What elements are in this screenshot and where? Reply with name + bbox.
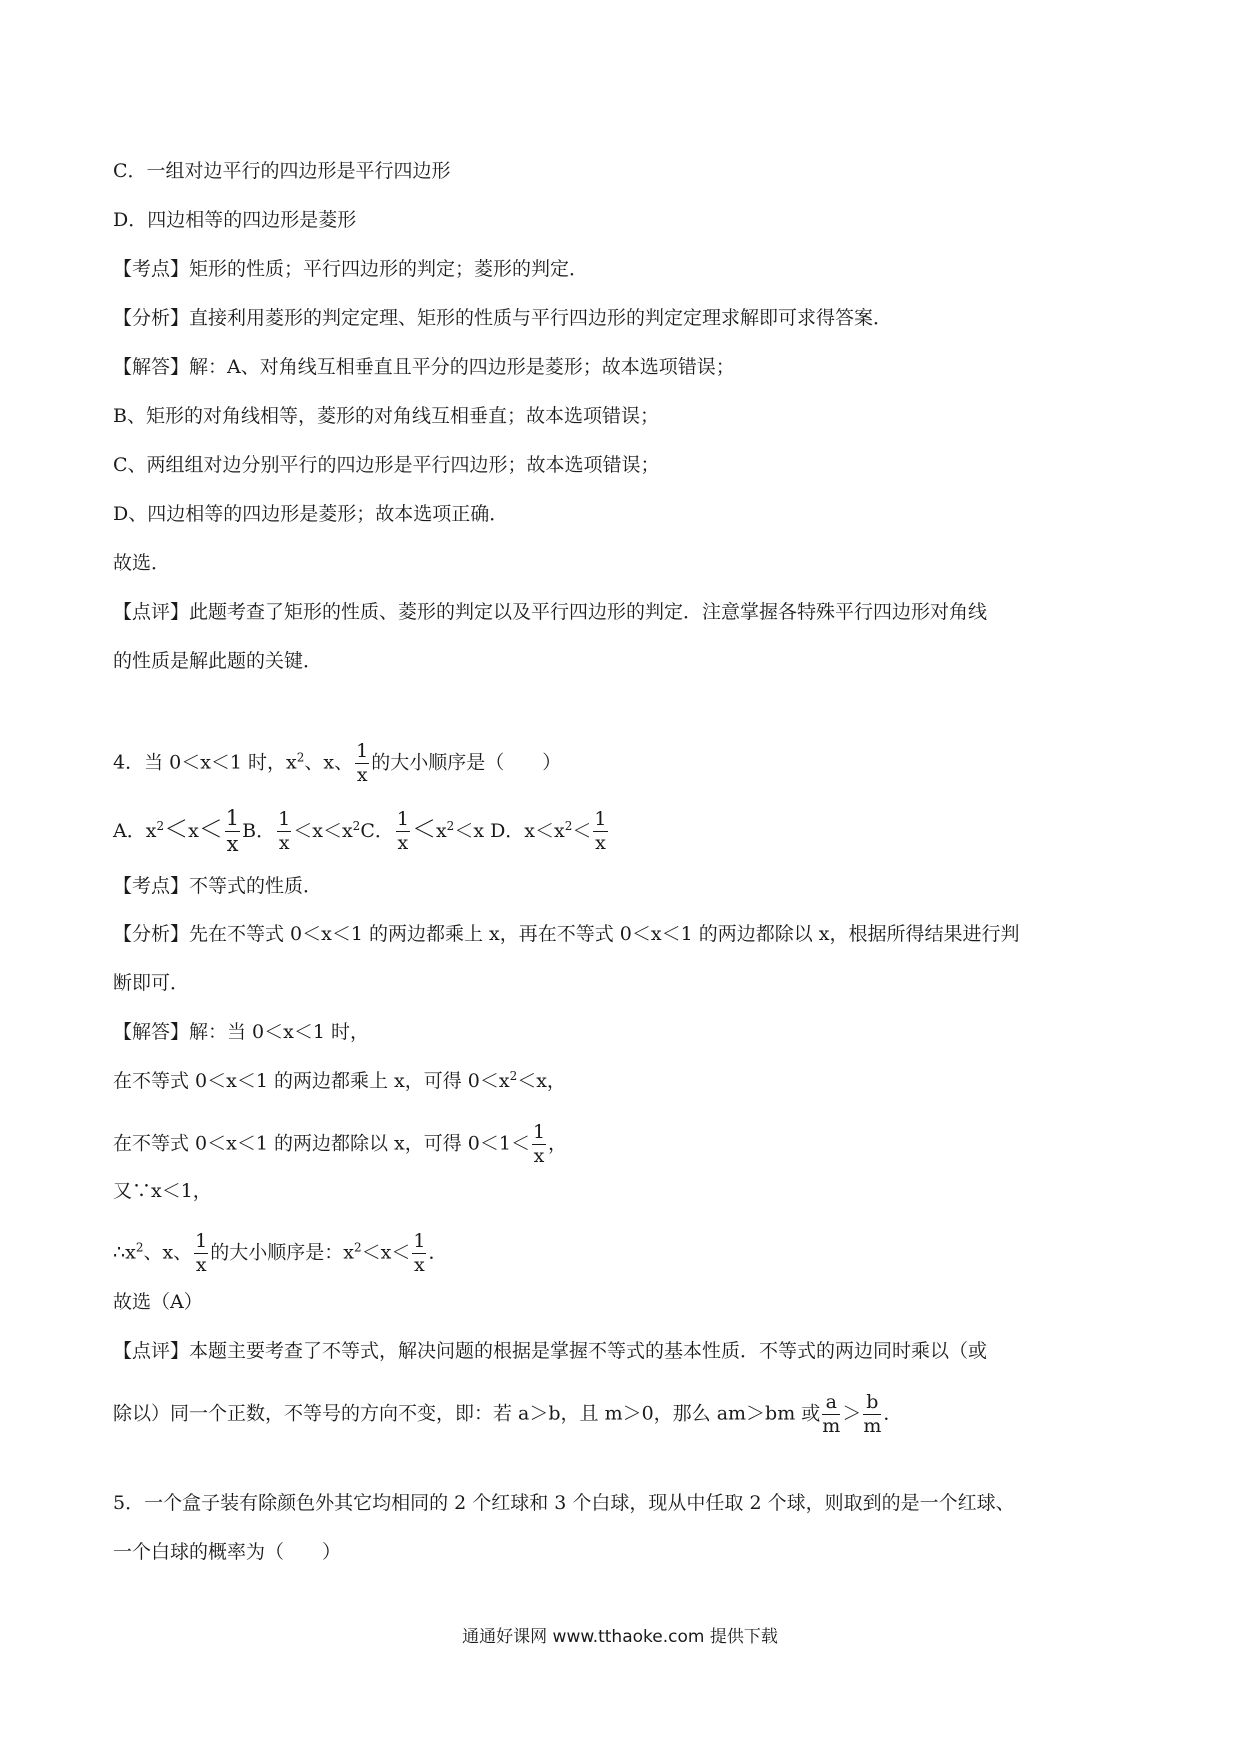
- fraction-one-over-x: $\frac{1}{x}$: [396, 808, 409, 854]
- q3-option-d: D．四边相等的四边形是菱形: [113, 209, 357, 231]
- q3-dianping-1: 【点评】此题考查了矩形的性质、菱形的判定以及平行四边形的判定．注意掌握各特殊平行四边形对角线: [113, 601, 988, 623]
- q3-jieda-4: D、四边相等的四边形是菱形；故本选项正确．: [113, 503, 509, 525]
- q4-dianping-2: 除以）同一个正数，不等号的方向不变，即：若 a＞b，且 m＞0，那么 am＞bm 或 $\frac{a}{m}$ ＞ $\frac{b}{m}$ ．: [113, 1391, 903, 1437]
- q4-stem: [113, 742, 561, 785]
- q3-kaodian: 【考点】矩形的性质；平行四边形的判定；菱形的判定．: [113, 258, 589, 280]
- q3-jieda-1: 【解答】解：A、对角线互相垂直且平分的四边形是菱形；故本选项错误；: [113, 356, 735, 378]
- q4-option-b: B． $\frac{1}{x}$ $<x<x^2$: [242, 808, 361, 854]
- q4-guxuan: 故选（A）: [113, 1291, 203, 1313]
- q4-kaodian: 【考点】不等式的性质．: [113, 875, 323, 897]
- q5-stem-1: 5．一个盒子装有除颜色外其它均相同的 2 个红球和 3 个白球，现从中任取 2 个球，则取到的是一个红球、: [113, 1492, 1015, 1514]
- q4-option-d: D．$x<x^2<$ $\frac{1}{x}$: [490, 808, 607, 854]
- q4-jieda-5: $\therefore x^2$、x、 $\frac{1}{x}$ 的大小顺序是：$x^2<x<$ $\frac{1}{x}$ ．: [113, 1230, 448, 1276]
- q4-stem-prefix: 4．当 0＜x＜1 时，x: [113, 751, 297, 774]
- q4-stem-suffix: 的大小顺序是（ ）: [371, 751, 562, 774]
- q4-jieda-3: 在不等式 0＜x＜1 的两边都除以 x，可得 0＜1＜ $\frac{1}{x}$ ，: [113, 1121, 568, 1167]
- q3-jieda-3: C、两组组对边分别平行的四边形是平行四边形；故本选项错误；: [113, 454, 660, 476]
- q4-option-c: C． $\frac{1}{x}$ $<x^2<x$: [360, 808, 485, 854]
- fraction-one-over-x: $\frac{1}{x}$: [195, 1230, 208, 1276]
- footer-download-note: 通通好课网 www.tthaoke.com 提供下载: [462, 1627, 778, 1647]
- q4-fenxi-1: 【分析】先在不等式 0＜x＜1 的两边都乘上 x，再在不等式 0＜x＜1 的两边都除以 x，根据所得结果进行判: [113, 923, 1020, 945]
- q3-dianping-2: 的性质是解此题的关键．: [113, 650, 323, 672]
- q3-option-c: C．一组对边平行的四边形是平行四边形: [113, 160, 451, 182]
- q4-fenxi-2: 断即可．: [113, 972, 190, 994]
- fraction-one-over-x: $\frac{1}{x}$: [532, 1121, 546, 1167]
- q4-stem-mid: 、x、: [304, 751, 354, 774]
- q3-fenxi: 【分析】直接利用菱形的判定定理、矩形的性质与平行四边形的判定定理求解即可求得答案．: [113, 307, 893, 329]
- fraction-one-over-x: $\frac{1}{x}$: [594, 808, 607, 854]
- q4-dianping-1: 【点评】本题主要考查了不等式，解决问题的根据是掌握不等式的基本性质．不等式的两边同时乘以（或: [113, 1340, 988, 1362]
- q4-jieda-2: 在不等式 0＜x＜1 的两边都乘上 x，可得 $0<x^2<x$，: [113, 1069, 566, 1092]
- fraction-one-over-x: $\frac{1}{x}$: [278, 808, 291, 854]
- fraction-one-over-x: $\frac{1}{x}$: [225, 806, 240, 856]
- q5-stem-2: 一个白球的概率为（ ）: [113, 1541, 342, 1563]
- q4-jieda-1: 【解答】解：当 0＜x＜1 时，: [113, 1021, 369, 1043]
- q4-option-a: A．$x^2<x<$ $\frac{1}{x}$: [113, 806, 240, 856]
- fraction-a-over-m: $\frac{a}{m}$: [822, 1391, 841, 1437]
- q3-guxuan: 故选．: [113, 552, 171, 574]
- q4-stem-sup: 2: [296, 750, 305, 765]
- fraction-one-over-x: $\frac{1}{x}$: [413, 1230, 426, 1276]
- q4-options: [113, 808, 610, 855]
- fraction-one-over-x: $\frac{1}{x}$: [356, 740, 369, 786]
- q4-jieda-4: 又∵x＜1，: [113, 1180, 212, 1202]
- fraction-b-over-m: $\frac{b}{m}$: [863, 1391, 882, 1437]
- q3-jieda-2: B、矩形的对角线相等，菱形的对角线互相垂直；故本选项错误；: [113, 405, 659, 427]
